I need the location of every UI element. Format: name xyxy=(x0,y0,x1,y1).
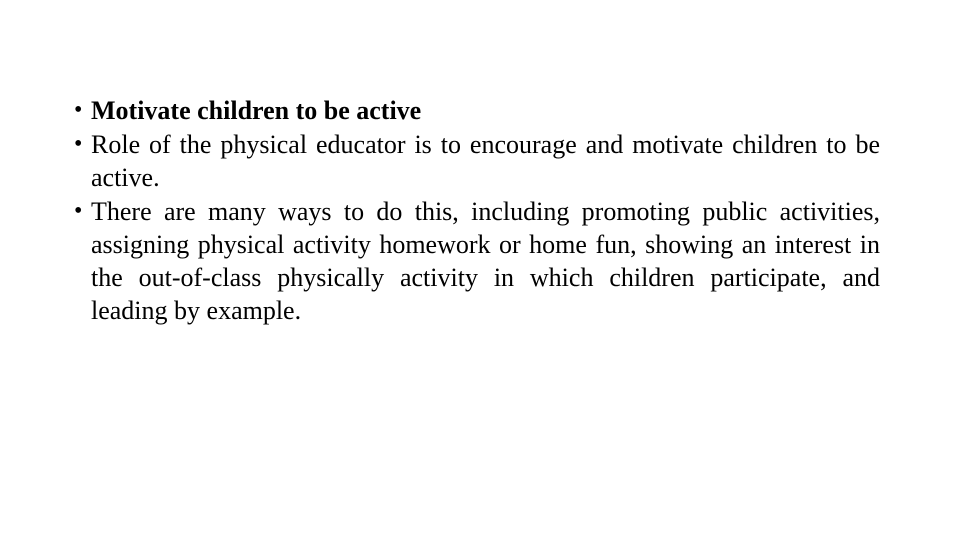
bullet-item-heading xyxy=(74,94,880,127)
bullet-heading-text: Motivate children to be active xyxy=(91,96,422,125)
bullet-marker: • xyxy=(74,131,83,157)
bullet-item-role xyxy=(74,128,880,194)
bullet-list xyxy=(74,94,880,328)
bullet-item-ways xyxy=(74,195,880,327)
bullet-marker: • xyxy=(74,198,83,224)
bullet-ways-text: There are many ways to do this, including promoting public activities, assigning physical activity homework or home fun, showing an interest in the out-of-class physically activity in which children participate, and leading by example. xyxy=(91,197,880,325)
bullet-marker: • xyxy=(74,97,83,123)
bullet-role-text: Role of the physical educator is to encourage and motivate children to be active. xyxy=(91,130,880,192)
